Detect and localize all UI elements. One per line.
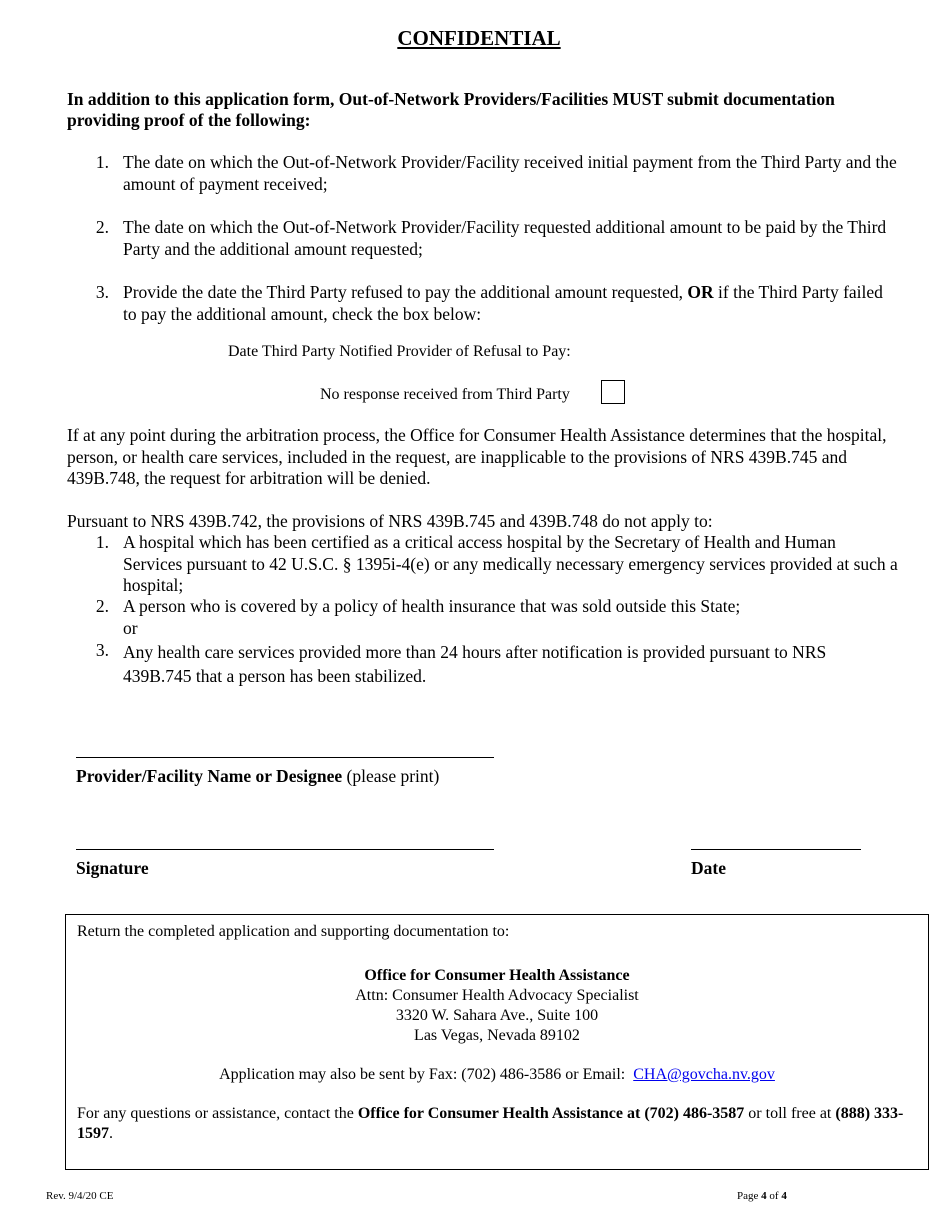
office-attn: Attn: Consumer Health Advocacy Specialist xyxy=(355,987,639,1004)
proof-item-1-number: 1. xyxy=(95,152,109,172)
nrs-item-1-text: A hospital which has been certified as a critical access hospital by the Secretary of Health and Human Services pursuant to 42 U.S.C. § 1395i-4(e) or any medically necessary emergency services provided at such a hospital; xyxy=(123,532,898,595)
alt-send-text: Application may also be sent by Fax: (702) 486-3586 or Email: xyxy=(219,1066,634,1083)
proof-item-3-text-after: if the Third Party failed to pay the additional amount, check the box below: xyxy=(123,282,883,324)
proof-item-2-text: The date on which the Out-of-Network Provider/Facility requested additional amount to be paid by the Third Party and the additional amount requested; xyxy=(123,217,887,259)
date-line[interactable] xyxy=(691,849,861,850)
date-label: Date xyxy=(691,858,726,878)
intro-paragraph: In addition to this application form, Out-of-Network Providers/Facilities MUST submit documentation providing proof of the following: xyxy=(67,89,835,130)
name-label-bold: Provider/Facility Name or Designee xyxy=(76,766,343,786)
contact-prefix: For any questions or assistance, contact the xyxy=(77,1105,358,1122)
nrs-item-2-text: A person who is covered by a policy of health insurance that was sold outside this State; xyxy=(123,596,741,616)
signature-line[interactable] xyxy=(76,849,494,850)
page-title: CONFIDENTIAL xyxy=(397,26,561,50)
contact-paragraph xyxy=(77,1104,919,1144)
nrs-item-2-number: 2. xyxy=(95,596,109,616)
nrs-item-3-text: Any health care services provided more than 24 hours after notification is provided pursuant to NRS 439B.745 that a person has been stabilized. xyxy=(123,642,827,686)
nrs-item-2-or: or xyxy=(123,618,138,638)
name-signature-line[interactable] xyxy=(76,757,494,758)
no-response-label: No response received from Third Party xyxy=(320,386,570,403)
proof-item-1-text: The date on which the Out-of-Network Provider/Facility received initial payment from the Third Party and the amount of payment received; xyxy=(123,152,897,194)
page-number xyxy=(737,1189,787,1203)
contact-end: . xyxy=(109,1125,113,1142)
email-link[interactable]: CHA@govcha.nv.gov xyxy=(633,1066,775,1083)
alt-send-line xyxy=(65,1065,929,1085)
return-intro: Return the completed application and supporting documentation to: xyxy=(77,923,510,940)
nrs-item-1-number: 1. xyxy=(95,532,109,552)
arbitration-paragraph: If at any point during the arbitration process, the Office for Consumer Health Assistance determines that the hospital, person, or health care services, included in the request, are inapplicable to the provisions of NRS 439B.745 and 439B.748, the request for arbitration will be denied. xyxy=(67,425,887,488)
revision-note: Rev. 9/4/20 CE xyxy=(46,1190,114,1202)
name-label-plain: (please print) xyxy=(342,766,440,786)
page-total: 4 xyxy=(781,1190,787,1202)
contact-middle: or toll free at xyxy=(744,1105,836,1122)
contact-tollfree: (888) 333-1597 xyxy=(77,1105,904,1142)
office-name: Office for Consumer Health Assistance xyxy=(364,967,630,984)
proof-item-3-text xyxy=(123,282,898,325)
contact-office-phone: Office for Consumer Health Assistance at (702) 486-3587 xyxy=(357,1105,745,1122)
page-prefix: Page xyxy=(737,1190,762,1202)
refusal-date-label: Date Third Party Notified Provider of Refusal to Pay: xyxy=(228,343,571,360)
name-label xyxy=(76,766,439,787)
signature-label: Signature xyxy=(76,858,149,878)
proof-item-3-number: 3. xyxy=(95,282,109,302)
nrs-intro: Pursuant to NRS 439B.742, the provisions of NRS 439B.745 and 439B.748 do not apply to: xyxy=(67,511,713,531)
no-response-checkbox[interactable] xyxy=(601,380,625,404)
proof-item-3-or: OR xyxy=(687,282,714,302)
proof-item-3-text-before: Provide the date the Third Party refused to pay the additional amount requested, xyxy=(123,282,688,302)
proof-item-2-number: 2. xyxy=(95,217,109,237)
nrs-item-3-number: 3. xyxy=(95,640,109,660)
office-city: Las Vegas, Nevada 89102 xyxy=(414,1027,580,1044)
office-street: 3320 W. Sahara Ave., Suite 100 xyxy=(395,1007,599,1024)
page-middle: of xyxy=(766,1190,782,1202)
page-current: 4 xyxy=(761,1190,767,1202)
